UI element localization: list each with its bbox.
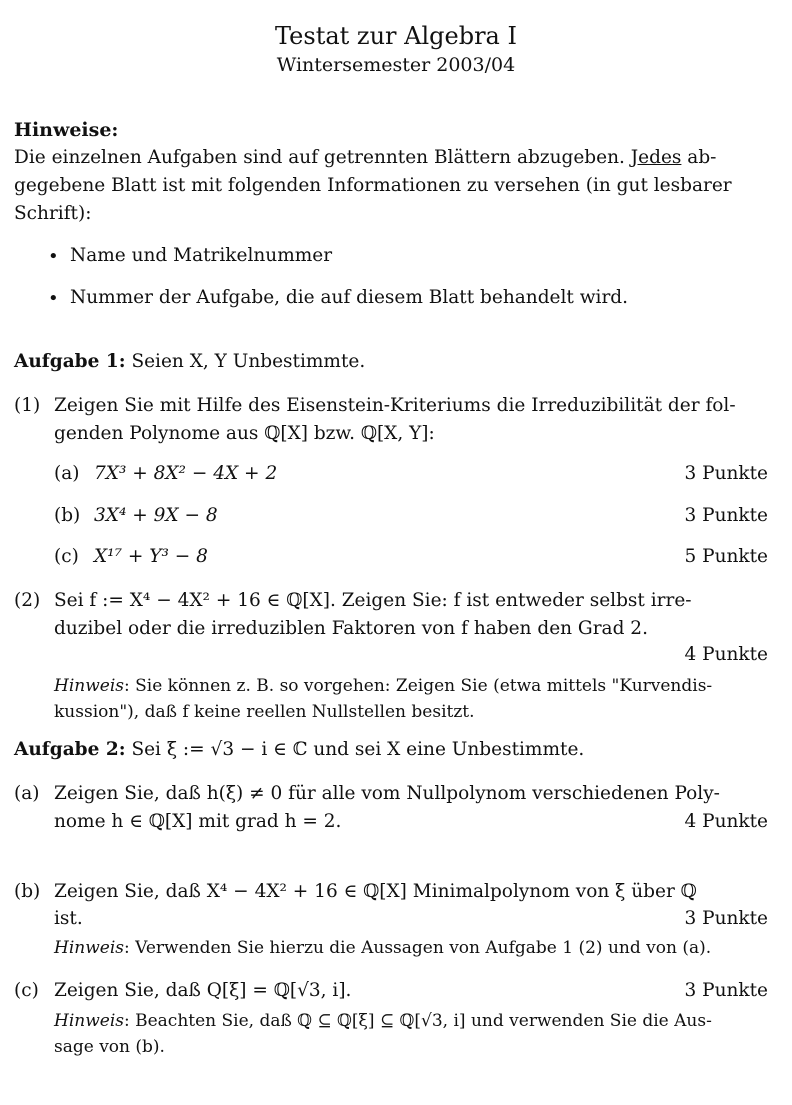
aufgabe2-c-label: (c) bbox=[14, 980, 39, 1001]
aufgabe2-heading: Aufgabe 2: bbox=[14, 739, 126, 760]
bullet-icon: • bbox=[48, 246, 59, 267]
aufgabe2-b-label: (b) bbox=[14, 881, 41, 902]
item-c-label: (c) bbox=[54, 546, 79, 567]
hinweise-line-2: gegebene Blatt ist mit folgenden Informationen zu versehen (in gut lesbarer bbox=[14, 175, 732, 196]
item-b-points: 3 Punkte bbox=[684, 505, 768, 526]
hinweise-bullet-1: Name und Matrikelnummer bbox=[70, 245, 333, 266]
aufgabe1-part2-label: (2) bbox=[14, 590, 41, 611]
aufgabe2-b-line2: ist. bbox=[54, 908, 83, 929]
aufgabe2-c-hint-line2: sage von (b). bbox=[54, 1037, 165, 1057]
hint-label: Hinweis bbox=[54, 676, 124, 696]
aufgabe1-part1-line1: Zeigen Sie mit Hilfe des Eisenstein-Kriteriums die Irreduzibilität der fol- bbox=[54, 395, 736, 416]
aufgabe1-part2-points: 4 Punkte bbox=[684, 644, 768, 665]
hinweise-line-1: Die einzelnen Aufgaben sind auf getrennten Blättern abzugeben. Jedes ab- bbox=[14, 147, 717, 168]
item-a-points: 3 Punkte bbox=[684, 463, 768, 484]
aufgabe2-b-hint: Hinweis: Verwenden Sie hierzu die Aussagen von Aufgabe 1 (2) und von (a). bbox=[54, 938, 712, 958]
aufgabe2-a-label: (a) bbox=[14, 783, 40, 804]
aufgabe1-hint-line2: kussion"), daß f keine reellen Nullstellen besitzt. bbox=[54, 702, 475, 722]
hinweise-bullet-2: Nummer der Aufgabe, die auf diesem Blatt behandelt wird. bbox=[70, 287, 629, 308]
aufgabe2-a-line1: Zeigen Sie, daß h(ξ) ≠ 0 für alle vom Nullpolynom verschiedenen Poly- bbox=[54, 783, 720, 804]
aufgabe1-part1-line2: genden Polynome aus ℚ[X] bzw. ℚ[X, Y]: bbox=[54, 423, 435, 444]
aufgabe2-header bbox=[14, 736, 584, 764]
item-c-expr: X¹⁷ + Y³ − 8 bbox=[94, 546, 208, 567]
aufgabe2-a-points: 4 Punkte bbox=[684, 811, 768, 832]
aufgabe1-part2-line1: Sei f := X⁴ − 4X² + 16 ∈ ℚ[X]. Zeigen Sie: f ist entweder selbst irre- bbox=[54, 590, 692, 611]
item-c-points: 5 Punkte bbox=[684, 546, 768, 567]
aufgabe2-c-line1: Zeigen Sie, daß Q[ξ] = ℚ[√3, i]. bbox=[54, 980, 352, 1001]
hint-label: Hinweis bbox=[54, 1011, 124, 1031]
aufgabe2-b-points: 3 Punkte bbox=[684, 908, 768, 929]
page-title: Testat zur Algebra I bbox=[275, 22, 517, 50]
hinweise-heading: Hinweise: bbox=[14, 119, 119, 141]
aufgabe1-hint-line1: Hinweis: Sie können z. B. so vorgehen: Zeigen Sie (etwa mittels "Kurvendis- bbox=[54, 676, 713, 696]
aufgabe1-heading: Aufgabe 1: bbox=[14, 351, 126, 372]
hint-label: Hinweis bbox=[54, 938, 124, 958]
aufgabe2-intro: Sei ξ := √3 − i ∈ ℂ und sei X eine Unbestimmte. bbox=[131, 739, 585, 760]
page-subtitle: Wintersemester 2003/04 bbox=[276, 54, 516, 76]
aufgabe2-c-points: 3 Punkte bbox=[684, 980, 768, 1001]
aufgabe1-intro: Seien X, Y Unbestimmte. bbox=[131, 351, 366, 372]
jedes-underlined: Jedes bbox=[630, 147, 682, 168]
aufgabe2-a-line2: nome h ∈ ℚ[X] mit grad h = 2. bbox=[54, 811, 342, 832]
item-b-label: (b) bbox=[54, 505, 81, 526]
item-a-expr: 7X³ + 8X² − 4X + 2 bbox=[94, 463, 278, 484]
item-a-label: (a) bbox=[54, 463, 80, 484]
hinweise-line-3: Schrift): bbox=[14, 203, 92, 224]
aufgabe2-b-line1: Zeigen Sie, daß X⁴ − 4X² + 16 ∈ ℚ[X] Minimalpolynom von ξ über ℚ bbox=[54, 881, 697, 902]
aufgabe2-c-hint-line1: Hinweis: Beachten Sie, daß ℚ ⊆ ℚ[ξ] ⊆ ℚ[√3, i] und verwenden Sie die Aus- bbox=[54, 1011, 712, 1031]
item-b-expr: 3X⁴ + 9X − 8 bbox=[94, 505, 218, 526]
aufgabe1-part1-label: (1) bbox=[14, 395, 41, 416]
aufgabe1-part2-line2: duzibel oder die irreduziblen Faktoren von f haben den Grad 2. bbox=[54, 618, 648, 639]
aufgabe1-header bbox=[14, 348, 365, 376]
bullet-icon: • bbox=[48, 288, 59, 309]
